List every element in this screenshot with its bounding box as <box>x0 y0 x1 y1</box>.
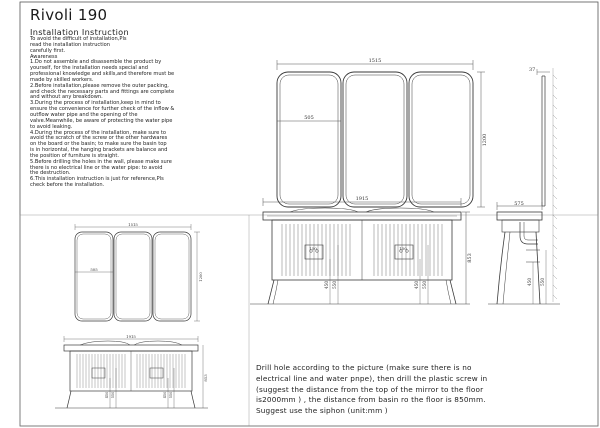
mirror-width-label: 1515 <box>368 58 382 64</box>
instruction-line: ensure the convenience for further check of the inflow & <box>30 106 175 113</box>
installation-instructions <box>30 37 198 189</box>
vanity-depth-label: 575 <box>514 201 524 207</box>
small-mirror-width-label: 1515 <box>128 222 138 227</box>
instruction-line: the position of furniture is straight. <box>30 152 119 159</box>
small-mirror-view <box>75 232 191 321</box>
small-water-left: 550 <box>111 391 115 399</box>
instruction-line: 2.Before installation,please remove the outer packing, <box>30 82 169 89</box>
hole-spacing-label-left: 150 <box>309 246 317 251</box>
instruction-line: carefully first. <box>30 47 66 54</box>
instruction-line: valve.Meanwhile, be aware of protecting the water pipe <box>30 117 173 124</box>
drain-height-right: 450 <box>414 281 419 289</box>
vanity-height-label: 853 <box>467 253 473 263</box>
page-title: Rivoli 190 <box>30 6 108 24</box>
instruction-line: yourself, for the installation needs special and <box>30 65 149 72</box>
drain-height-left: 450 <box>324 281 329 289</box>
small-vanity-view <box>64 341 198 408</box>
instruction-line: To avoid the difficult of installation,Pls <box>30 36 127 42</box>
mirror-side-view <box>537 69 550 206</box>
small-drain-left: 450 <box>105 391 109 399</box>
instruction-line: and without any breakdown. <box>30 94 103 101</box>
instruction-line: 3.During the process of installation,keep in mind to <box>30 100 161 107</box>
water-height-right: 550 <box>422 281 427 289</box>
mirror-front-view <box>277 72 473 207</box>
small-water-right: 550 <box>169 391 173 399</box>
vanity-width-label: 1915 <box>355 196 369 202</box>
instruction-line: made by skilled workers. <box>30 76 94 83</box>
instruction-line: to avoid leaking. <box>30 123 73 130</box>
mirror-height-label: 1200 <box>482 133 488 147</box>
small-vanity-width-label: 1915 <box>126 334 136 339</box>
instruction-line: 4.During the process of the installation, make sure to <box>30 129 166 136</box>
water-height-left: 550 <box>332 281 337 289</box>
instruction-line: is in horizontal, the hanging brackets are balance and <box>30 147 168 154</box>
small-mirror-panel-label: 505 <box>90 267 98 272</box>
side-water-label: 550 <box>540 278 545 286</box>
instruction-line: on the board or the basin; to make sure the basin top <box>30 141 167 148</box>
small-mirror-dims <box>75 224 200 321</box>
instruction-line: outflow water pipe and the opening of the <box>30 111 138 118</box>
instruction-line: professional knowledge and skills,and therefore must be <box>30 71 175 78</box>
instruction-line: check before the installation. <box>30 182 105 189</box>
vanity-front-view <box>263 208 461 304</box>
vanity-side-view <box>497 212 542 304</box>
instruction-line: 6.This installation instruction is just for reference,Pls <box>30 176 164 183</box>
instruction-line: there is no electrical line or the water pipe: to avoid <box>30 164 163 171</box>
wall-hatch-top <box>553 68 557 302</box>
instruction-line: Awareness <box>30 53 58 60</box>
instruction-line: read the installation instruction <box>30 41 110 48</box>
instruction-line: and check the necessary parts and fittings are complete <box>30 88 175 95</box>
mirror-panel-label: 505 <box>304 115 314 121</box>
small-mirror-height-label: 1200 <box>198 272 203 282</box>
side-drain-label: 450 <box>527 278 532 286</box>
instruction-line: the destruction. <box>30 170 71 177</box>
small-drain-right: 450 <box>163 391 167 399</box>
drill-hole-note: Drill hole according to the picture (make sure there is no electrical line and water pnpe), then drill the plastic screw in (suggest the distance from the top of the mirror to the floor is2000mm ) , the distance from basin ro the floor is 850mm. Suggest use the siphon (unit:mm ) <box>256 363 488 416</box>
instruction-line: 5.Before drilling the holes in the wall, please make sure <box>30 158 172 165</box>
small-vanity-height-label: 853 <box>203 374 208 382</box>
mirror-depth-label: 37 <box>529 67 536 73</box>
instruction-line: avoid the scratch of the screw or the other hardwares <box>30 135 168 142</box>
page-subtitle: Installation Instruction <box>30 27 129 37</box>
instruction-line: 1.Do not assemble and disassemble the product by <box>30 59 162 66</box>
hole-spacing-label-right: 150 <box>399 246 407 251</box>
